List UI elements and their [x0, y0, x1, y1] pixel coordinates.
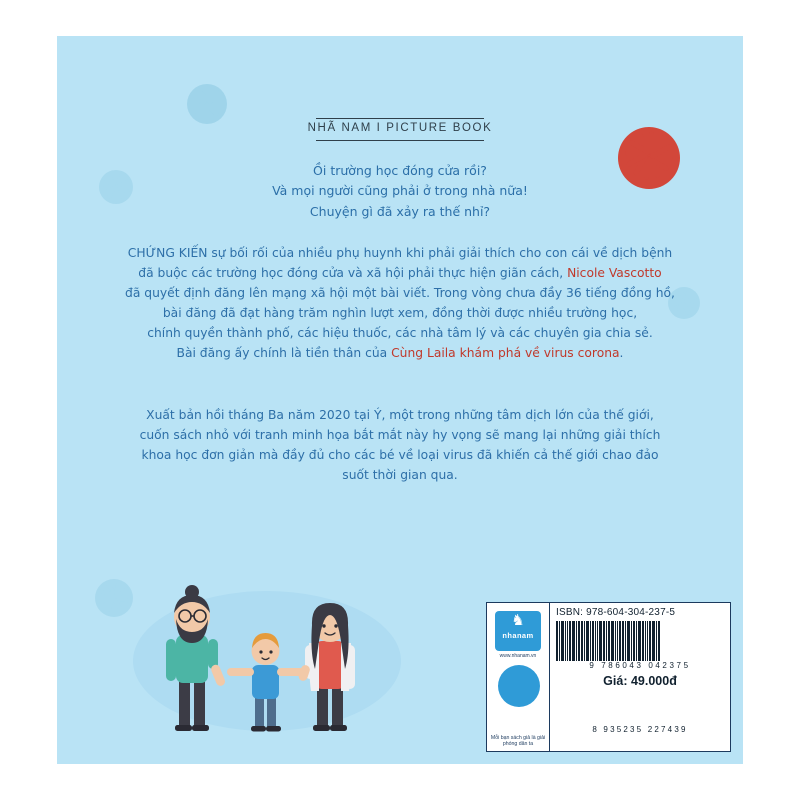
p1-line-5: chính quyền thành phố, các hiệu thuốc, các nhà tâm lý và các chuyên gia chia sẻ.: [147, 325, 653, 340]
figure-father: [166, 585, 226, 731]
p2-line-3: khoa học đơn giản mà đầy đủ cho các bé về loại virus đã khiến cả thế giới chao đảo: [141, 447, 659, 462]
cover-card: [57, 36, 743, 764]
hook-line-2: Và mọi người cũng phải ở trong nhà nữa!: [272, 183, 528, 199]
p1-line-4: bài đăng đã đạt hàng trăm nghìn lượt xem, đồng thời được nhiều trường học,: [162, 305, 638, 320]
p2-line-1: Xuất bản hồi tháng Ba năm 2020 tại Ý, một trong những tâm dịch lớn của thế giới,: [146, 408, 654, 422]
isbn-barcode-digits: 9 786043 042375: [589, 661, 691, 670]
blurb-paragraph-2: [117, 406, 683, 486]
figure-child: [227, 633, 304, 732]
isbn-barcode-block: [486, 602, 731, 752]
isbn-details: [550, 603, 730, 751]
publisher-name: nhanam: [502, 631, 534, 640]
p2-line-2: cuốn sách nhỏ với tranh minh họa bắt mắt này hy vọng sẽ mang lại những giải thích: [139, 427, 661, 442]
hook-line-1: Ồi trường học đóng cửa rồi?: [313, 163, 487, 178]
p1-line-6-pre: Bài đăng ấy chính là tiền thân của: [176, 345, 392, 360]
p1-line-2: [117, 264, 683, 284]
publisher-url: www.nhanam.vn: [499, 653, 537, 659]
nhanam-logo-icon: [495, 611, 541, 651]
ean-barcode-digits: 8 935235 227439: [592, 725, 688, 734]
isbn-barcode: [556, 621, 724, 661]
figure-mother: [297, 603, 355, 731]
p1-line-3: đã quyết định đăng lên mạng xã hội một bài viết. Trong vòng chưa đầy 36 tiếng đồng hồ,: [125, 285, 675, 300]
cow-icon: ♞: [511, 612, 525, 629]
family-figures: [119, 569, 419, 754]
imprint-label: NHÃ NAM I PICTURE BOOK: [307, 122, 493, 134]
family-illustration: [119, 569, 419, 754]
isbn-label: ISBN: 978-604-304-237-5: [556, 607, 676, 618]
hook-line-3: Chuyện gì đã xảy ra thế nhỉ?: [309, 203, 491, 219]
p1-line-1: CHỨNG KIẾN sự bối rối của nhiều phụ huynh khi phải giải thích cho con cái về dịch bệnh: [127, 246, 673, 260]
imprint-rule-bottom: [316, 140, 484, 141]
blurb-paragraph-1: [117, 244, 683, 363]
book-title-mention: Cùng Laila khám phá về virus corona: [391, 345, 620, 360]
p1-line-6-post: .: [619, 345, 624, 360]
p2-line-4: suốt thời gian qua.: [342, 467, 458, 482]
p1-line-6: [117, 344, 683, 364]
hook-text: [117, 161, 683, 222]
publisher-slogan: Mỗi bạn sách giả là giải phóng dân ta: [490, 734, 546, 747]
imprint-block: [57, 118, 743, 141]
publisher-logo-panel: [487, 603, 550, 751]
author-name: Nicole Vascotto: [567, 265, 662, 280]
ean-barcode: [556, 691, 724, 725]
price-label: Giá: 49.000đ: [603, 674, 677, 688]
publisher-seal-icon: [498, 665, 540, 707]
p1-line-2-pre: đã buộc các trường học đóng cửa và xã hội phải thực hiện giãn cách,: [138, 265, 568, 280]
